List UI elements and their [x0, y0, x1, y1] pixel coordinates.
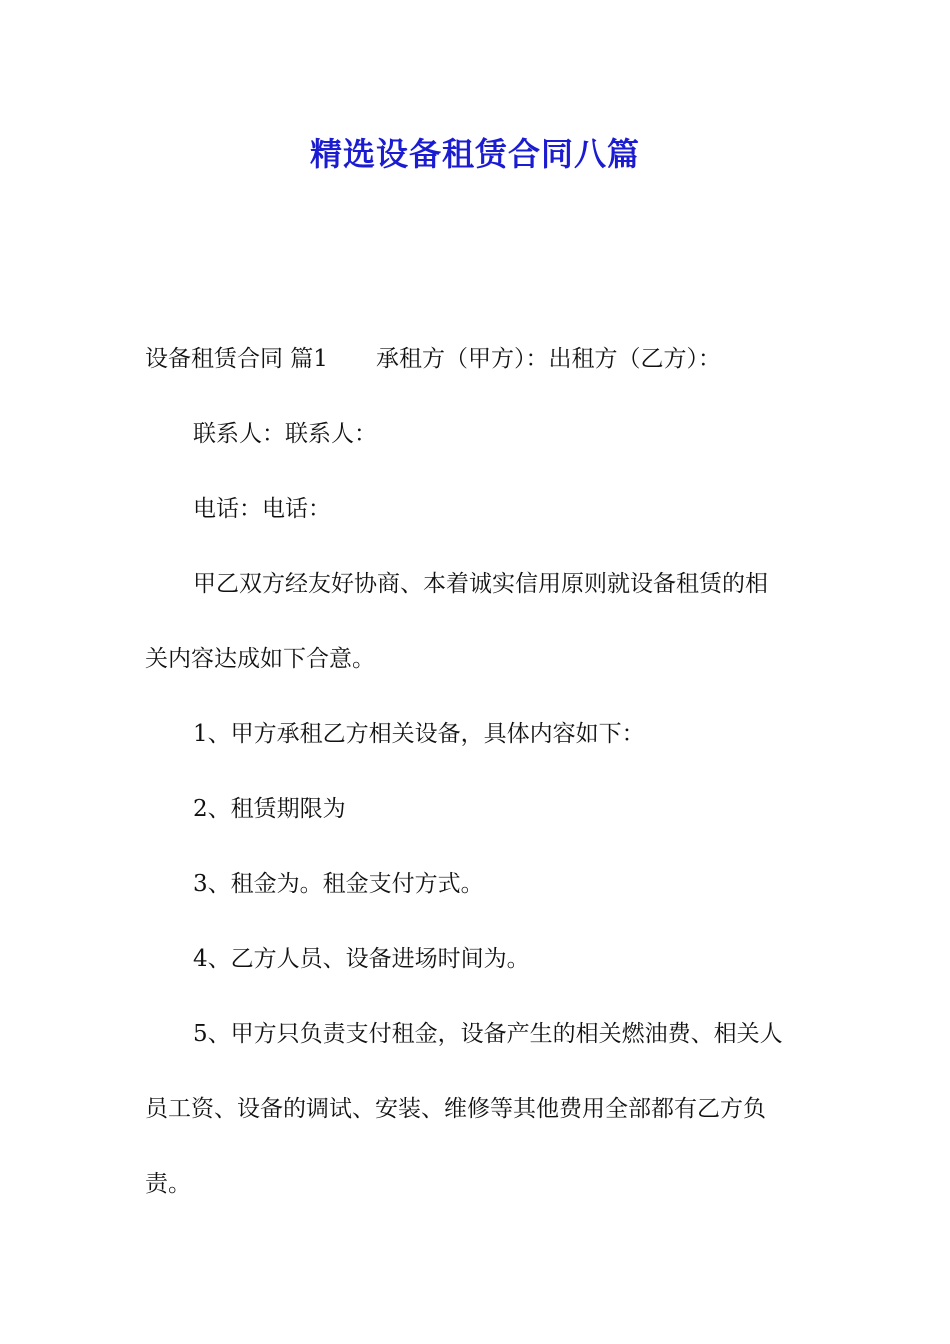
phone-line: 电话：电话：	[193, 496, 331, 522]
clause-5-line-2: 员工资、设备的调试、安装、维修等其他费用全部都有乙方负	[145, 1096, 766, 1122]
heading-line	[145, 322, 810, 397]
document-title: 精选设备租赁合同八篇	[309, 135, 640, 173]
paragraph-intro-line-1: 甲乙双方经友好协商、本着诚实信用原则就设备租赁的相	[193, 571, 768, 597]
clause-5-line-1: 5、甲方只负责支付租金，设备产生的相关燃油费、相关人	[193, 1021, 783, 1047]
section-heading: 设备租赁合同 篇1	[145, 346, 328, 372]
clause-1: 1、甲方承租乙方相关设备，具体内容如下：	[193, 721, 645, 747]
clause-2: 2、租赁期限为	[193, 796, 346, 822]
contact-line: 联系人：联系人：	[193, 421, 377, 447]
paragraph-intro-line-2: 关内容达成如下合意。	[145, 646, 375, 672]
clause-4: 4、乙方人员、设备进场时间为。	[193, 946, 530, 972]
clause-3: 3、租金为。租金支付方式。	[193, 871, 484, 897]
parties-label: 承租方（甲方）：出租方（乙方）：	[375, 346, 721, 372]
document-body	[145, 322, 810, 1222]
clause-5-line-3: 责。	[145, 1171, 191, 1197]
